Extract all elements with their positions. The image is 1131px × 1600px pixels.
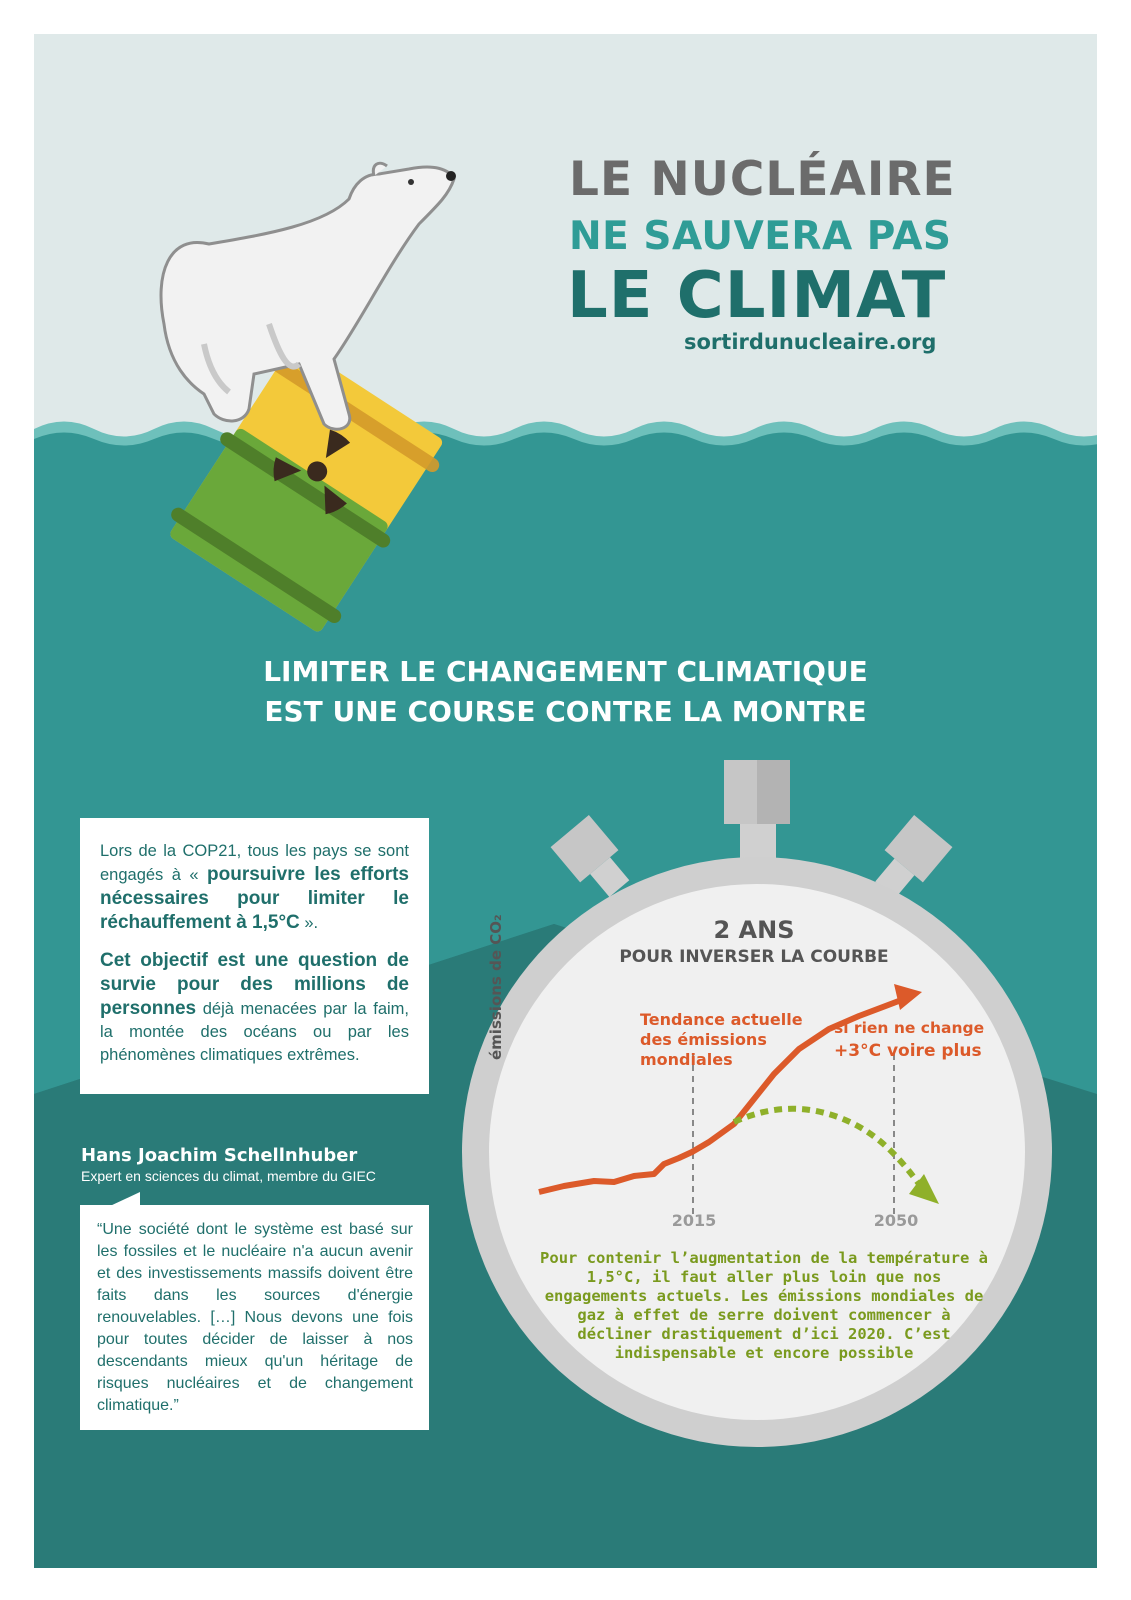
cop21-text-bold: poursuivre les efforts nécessaires pour limiter le réchauffement à 1,5°C bbox=[100, 864, 409, 933]
cop21-text-a: Lors de la COP21, tous les pays se sont engagés à « bbox=[100, 842, 409, 884]
cop21-text-d: déjà menacées par la faim, la montée des océans ou par les phénomènes climatiques extrêmes. bbox=[100, 1000, 409, 1064]
cop21-paragraph-1 bbox=[100, 840, 409, 935]
website-url[interactable]: sortirdunucleaire.org bbox=[684, 330, 937, 354]
quote-author-role: Expert en sciences du climat, membre du GIEC bbox=[81, 1168, 376, 1184]
polar-bear-illustration bbox=[149, 124, 469, 644]
y-axis-label: émissions de CO₂ bbox=[487, 914, 505, 1060]
scenario-label bbox=[834, 1017, 1004, 1063]
title-line-1: LE NUCLÉAIRE bbox=[569, 152, 956, 207]
stopwatch-note: Pour contenir l’augmentation de la température à 1,5°C, il faut aller plus loin que nos engagements actuels. Les émissions mondiales de gaz à effet de serre doivent commencer à décliner drastiquement d’ici 2020. C’est indispensable et encore possible bbox=[540, 1249, 988, 1362]
quote-text: “Une société dont le système est basé sur les fossiles et le nucléaire n'a aucun avenir et des investissements massifs doivent être faits dans les sources d'énergie renouvelables. […] Nous devons une fois pour toutes décider de laisser à nos descendants mieux qu'un héritage de risques nucléaires et de changement climatique.” bbox=[97, 1221, 413, 1414]
quote-author: Hans Joachim Schellnhuber bbox=[81, 1145, 358, 1166]
cop21-paragraph-2 bbox=[100, 949, 409, 1067]
year-2050-label: 2050 bbox=[873, 1211, 919, 1230]
scenario-label-1: si rien ne change bbox=[834, 1019, 985, 1037]
quote-author-block bbox=[81, 1145, 376, 1184]
scenario-label-2: +3°C voire plus bbox=[834, 1041, 982, 1061]
headline-line-2: EST UNE COURSE CONTRE LA MONTRE bbox=[264, 695, 867, 728]
stopwatch-subtitle: POUR INVERSER LA COURBE bbox=[619, 947, 889, 967]
cop21-textbox bbox=[80, 818, 429, 1094]
stopwatch-title: 2 ANS bbox=[713, 916, 795, 944]
main-headline bbox=[34, 652, 1097, 732]
trend-label: Tendance actuelle des émissions mondiales bbox=[640, 1010, 803, 1069]
headline-line-1: LIMITER LE CHANGEMENT CLIMATIQUE bbox=[263, 655, 868, 688]
cop21-text-c: ». bbox=[299, 914, 319, 932]
poster bbox=[34, 34, 1097, 1568]
year-2015-label: 2015 bbox=[671, 1211, 717, 1230]
title-line-2: NE SAUVERA PAS bbox=[569, 214, 952, 259]
quote-textbox bbox=[80, 1205, 429, 1430]
cop21-text-bold-2: Cet objectif est une question de survie pour des millions de personnes bbox=[100, 950, 409, 1019]
title-line-3: LE CLIMAT bbox=[567, 259, 947, 333]
